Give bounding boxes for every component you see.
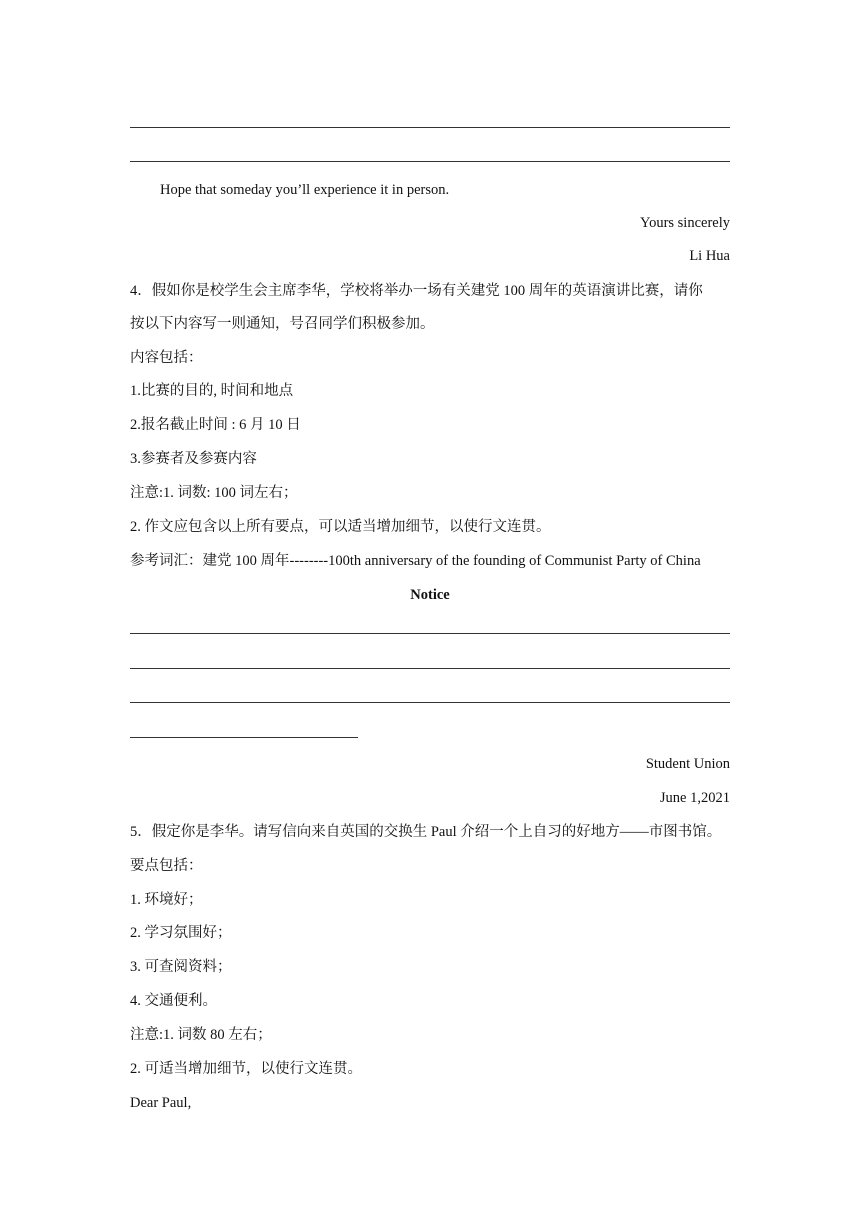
q4-item: 2.报名截止时间 : 6 月 10 日: [130, 417, 301, 433]
notice-date: June 1,2021: [659, 790, 730, 806]
q4-item: 3.参赛者及参赛内容: [130, 451, 257, 467]
answer-line: [130, 127, 730, 128]
notice-signer: Student Union: [645, 756, 730, 772]
answer-line: [130, 633, 730, 634]
letter-closing-line: Hope that someday you’ll experience it in person.: [160, 182, 450, 198]
answer-line: [130, 702, 730, 703]
answer-line: [130, 737, 358, 738]
q4-prompt-line1: 4．假如你是校学生会主席李华，学校将举办一场有关建党 100 周年的英语演讲比赛，请你: [130, 283, 703, 299]
q5-note2: 2. 可适当增加细节，以使行文连贯。: [130, 1061, 362, 1077]
q4-note2: 2. 作文应包含以上所有要点，可以适当增加细节，以使行文连贯。: [130, 519, 551, 535]
q5-points-heading: 要点包括：: [130, 858, 203, 874]
answer-line: [130, 161, 730, 162]
q5-prompt-line1: 5．假定你是李华。请写信向来自英国的交换生 Paul 介绍一个上自习的好地方——市图书馆。: [130, 824, 722, 840]
q4-item: 1.比赛的目的, 时间和地点: [130, 383, 294, 399]
q4-prompt-line2: 按以下内容写一则通知，号召同学们积极参加。: [130, 316, 435, 332]
q5-point: 1. 环境好；: [130, 892, 203, 908]
q5-note1: 注意:1. 词数 80 左右；: [130, 1027, 272, 1043]
q5-point: 3. 可查阅资料；: [130, 959, 232, 975]
q5-point: 4. 交通便利。: [130, 993, 217, 1009]
document-page: [130, 0, 730, 1216]
answer-line: [130, 668, 730, 669]
q4-vocab: 参考词汇：建党 100 周年--------100th anniversary of the founding of Communist Party of China: [130, 553, 701, 569]
notice-title: Notice: [410, 587, 450, 603]
q4-content-heading: 内容包括：: [130, 350, 203, 366]
q5-salutation: Dear Paul,: [130, 1095, 192, 1111]
q4-note1: 注意:1. 词数: 100 词左右；: [130, 485, 298, 501]
letter-signature: Li Hua: [689, 248, 730, 264]
q5-point: 2. 学习氛围好；: [130, 925, 232, 941]
letter-sign-off: Yours sincerely: [640, 215, 730, 231]
